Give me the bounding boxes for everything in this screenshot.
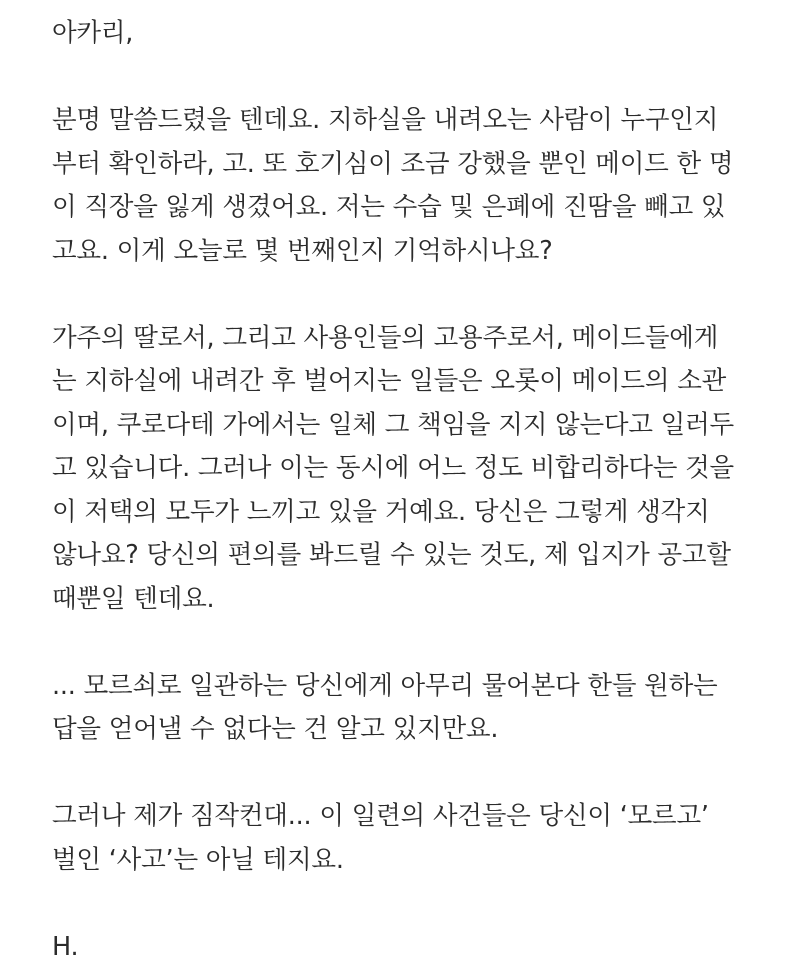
paragraph-2 xyxy=(52,317,792,622)
paragraph-1 xyxy=(52,99,792,273)
text-line: 가주의 딸로서, 그리고 사용인들의 고용주로서, 메이드들에게 xyxy=(52,322,719,353)
paragraph-spacer xyxy=(52,273,792,317)
letter-signature: H. xyxy=(52,931,79,962)
text-line: 고 있습니다. 그러나 이는 동시에 어느 정도 비합리하다는 것을 xyxy=(52,453,734,483)
text-line: 그러나 제가 짐작컨대... 이 일련의 사건들은 당신이 ‘모르고’ xyxy=(52,801,709,831)
text-line: 고요. 이게 오늘로 몇 번째인지 기억하시나요? xyxy=(52,235,553,266)
text-line: ... 모르쇠로 일관하는 당신에게 아무리 물어본다 한들 원하는 xyxy=(52,670,718,701)
text-line: 이 저택의 모두가 느끼고 있을 거예요. 당신은 그렇게 생각지 xyxy=(52,496,710,527)
letter-greeting: 아카리, xyxy=(52,18,134,48)
paragraph-spacer xyxy=(52,752,792,796)
paragraph-4 xyxy=(52,795,792,882)
text-line: 벌인 ‘사고’는 아닐 테지요. xyxy=(52,844,344,875)
text-line: 이며, 쿠로다테 가에서는 일체 그 책임을 지지 않는다고 일러두 xyxy=(52,409,734,440)
letter-body xyxy=(52,12,792,969)
text-line: 때뿐일 텐데요. xyxy=(52,583,215,614)
text-line: 는 지하실에 내려간 후 벌어지는 일들은 오롯이 메이드의 소관 xyxy=(52,366,727,396)
text-line: 답을 얻어낼 수 없다는 건 알고 있지만요. xyxy=(52,714,499,744)
text-line: 이 직장을 잃게 생겼어요. 저는 수습 및 은폐에 진땀을 빼고 있 xyxy=(52,192,726,222)
paragraph-3 xyxy=(52,665,792,752)
paragraph-spacer xyxy=(52,621,792,665)
text-line: 부터 확인하라, 고. 또 호기심이 조금 강했을 뿐인 메이드 한 명 xyxy=(52,148,734,179)
text-line: 분명 말씀드렸을 텐데요. 지하실을 내려오는 사람이 누구인지 xyxy=(52,105,719,135)
paragraph-spacer xyxy=(52,882,792,926)
paragraph-spacer xyxy=(52,56,792,100)
text-line: 않나요? 당신의 편의를 봐드릴 수 있는 것도, 제 입지가 공고할 xyxy=(52,540,731,570)
